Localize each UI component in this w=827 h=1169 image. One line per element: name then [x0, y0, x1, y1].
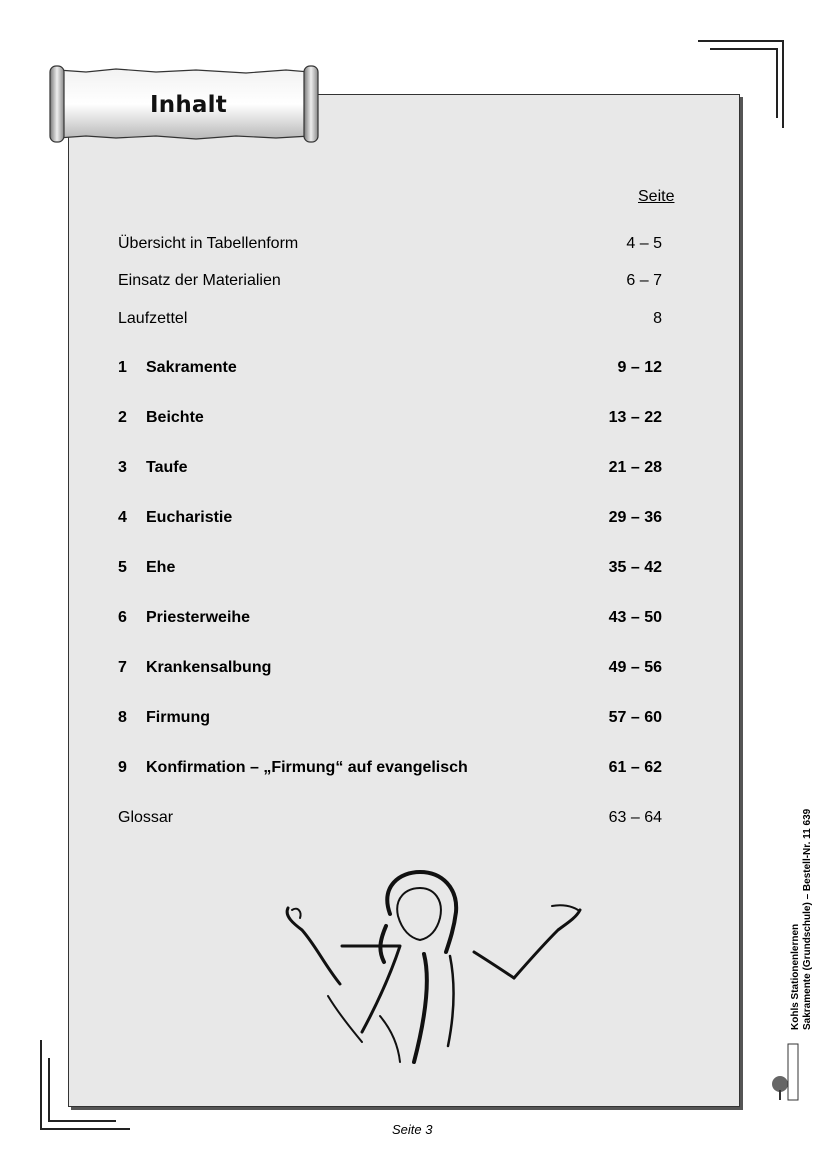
toc-entry-number: 5 — [118, 559, 127, 576]
toc-entry-number: 2 — [118, 409, 127, 426]
corner-line — [710, 48, 778, 50]
toc-entry-pages: 9 – 12 — [617, 359, 662, 376]
toc-entry-pages: 63 – 64 — [608, 809, 662, 826]
corner-line — [40, 1040, 42, 1130]
praying-figure-illustration — [280, 866, 590, 1066]
toc-entry-title: Einsatz der Materialien — [118, 272, 281, 289]
toc-entry-title: Laufzettel — [118, 310, 188, 327]
toc-entry-pages: 49 – 56 — [608, 659, 662, 676]
toc-entry — [118, 272, 662, 294]
toc-entry — [118, 310, 662, 332]
toc-entry-pages: 57 – 60 — [608, 709, 662, 726]
toc-entry-pages: 13 – 22 — [608, 409, 662, 426]
toc-entry — [118, 709, 662, 731]
toc-entry-number: 6 — [118, 609, 127, 626]
toc-entry — [118, 559, 662, 581]
toc-entry-number: 9 — [118, 759, 127, 776]
toc-column-header: Seite — [638, 188, 675, 205]
corner-line — [40, 1128, 130, 1130]
toc-entry-title: Sakramente — [146, 359, 237, 376]
toc-entry — [118, 609, 662, 631]
toc-entry — [118, 659, 662, 681]
toc-entry — [118, 359, 662, 381]
toc-entry — [118, 235, 662, 257]
toc-entry-pages: 8 — [653, 310, 662, 327]
toc-entry-title: Taufe — [146, 459, 188, 476]
toc-entry-pages: 61 – 62 — [608, 759, 662, 776]
toc-entry-number: 1 — [118, 359, 127, 376]
toc-entry-number: 3 — [118, 459, 127, 476]
corner-line — [776, 48, 778, 118]
toc-entry-number: 8 — [118, 709, 127, 726]
page-title: Inhalt — [150, 92, 227, 118]
corner-line — [782, 40, 784, 128]
toc-entry — [118, 459, 662, 481]
toc-entry-pages: 21 – 28 — [608, 459, 662, 476]
toc-entry-number: 7 — [118, 659, 127, 676]
toc-entry-title: Eucharistie — [146, 509, 233, 526]
toc-entry — [118, 409, 662, 431]
toc-entry — [118, 509, 662, 531]
toc-entry-pages: 29 – 36 — [608, 509, 662, 526]
toc-entry-pages: 43 – 50 — [608, 609, 662, 626]
imprint-line-1: Kohls Stationenlernen — [790, 923, 801, 1030]
toc-entry-number: 4 — [118, 509, 127, 526]
toc-entry-title: Ehe — [146, 559, 176, 576]
imprint-line-2: Sakramente (Grundschule) – Bestell-Nr. 11 639 — [802, 808, 813, 1030]
page-number: Seite 3 — [392, 1122, 433, 1137]
toc-entry-title: Glossar — [118, 809, 174, 826]
toc-entry-pages: 4 – 5 — [626, 235, 662, 252]
toc-entry-pages: 6 – 7 — [626, 272, 662, 289]
toc-entry-title: Firmung — [146, 709, 210, 726]
corner-line — [48, 1058, 50, 1122]
corner-line — [698, 40, 784, 42]
toc-entry-title: Übersicht in Tabellenform — [118, 235, 299, 252]
toc-entry-title: Konfirmation – „Firmung“ auf evangelisch — [146, 759, 468, 776]
corner-line — [48, 1120, 116, 1122]
toc-entry — [118, 809, 662, 831]
toc-entry-pages: 35 – 42 — [608, 559, 662, 576]
toc-entry — [118, 759, 662, 781]
imprint-text — [790, 809, 814, 1030]
kohl-publisher-logo — [766, 1040, 814, 1102]
toc-entry-title: Beichte — [146, 409, 204, 426]
toc-entry-title: Priesterweihe — [146, 609, 251, 626]
toc-entry-title: Krankensalbung — [146, 659, 272, 676]
